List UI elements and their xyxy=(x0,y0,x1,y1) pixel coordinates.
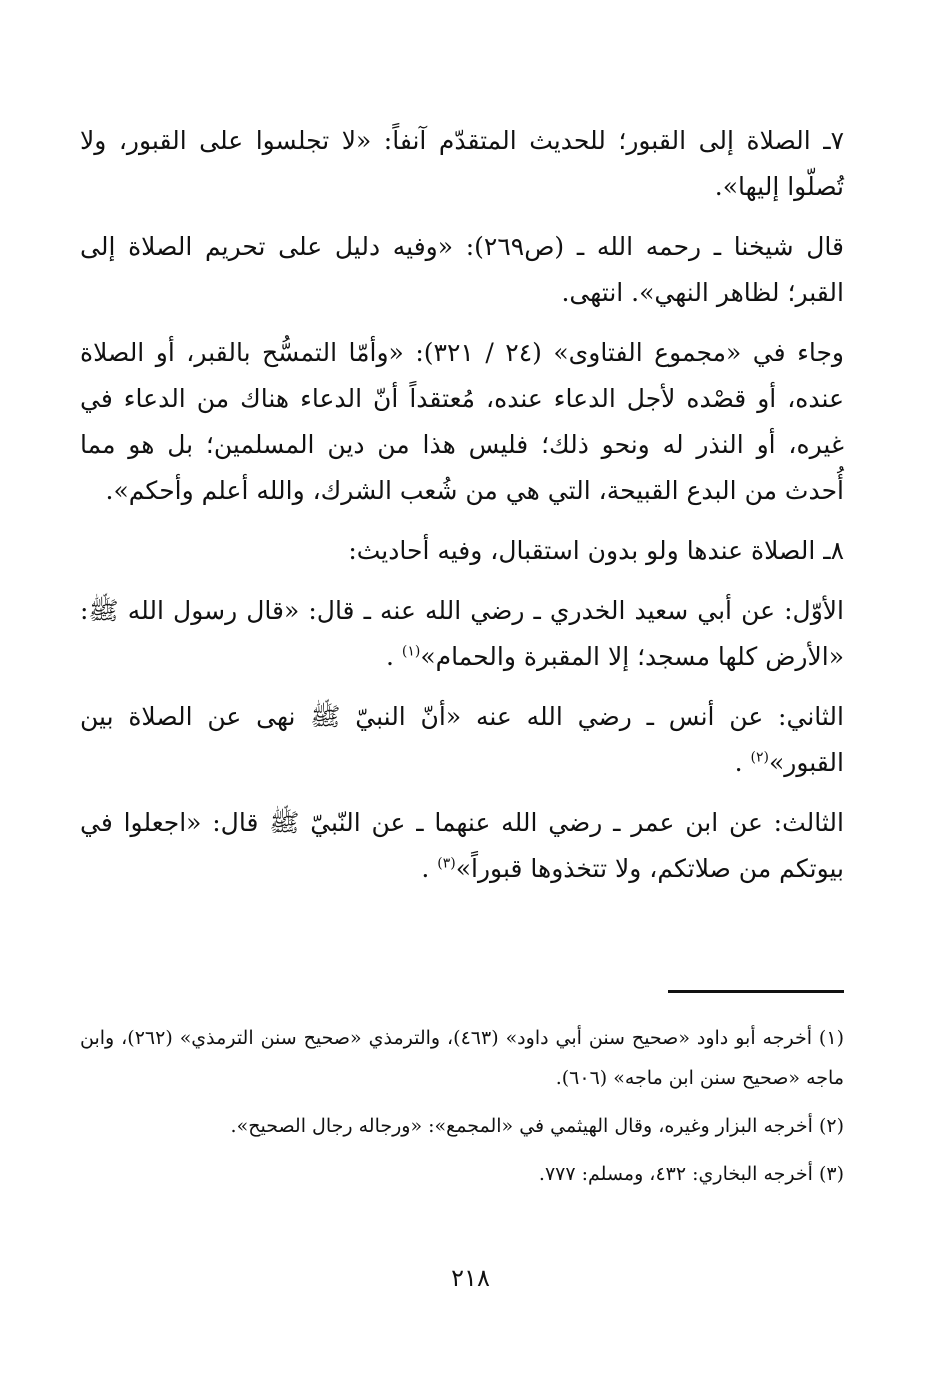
paragraph-hadith-third xyxy=(80,800,844,892)
paragraph-hadith-second xyxy=(80,694,844,786)
paragraph-item-7: ٧ـ الصلاة إلى القبور؛ للحديث المتقدّم آنفاً: «لا تجلسوا على القبور، ولا تُصلّوا إليها». xyxy=(80,126,844,201)
sentence-end: . xyxy=(421,854,430,883)
paragraph-hadith-first xyxy=(80,588,844,680)
sentence-end: . xyxy=(734,748,743,777)
footnote-3: (٣) أخرجه البخاري: ٤٣٢، ومسلم: ٧٧٧. xyxy=(538,1163,844,1185)
footnote-reference: (١) xyxy=(401,643,421,660)
main-text-block xyxy=(80,118,844,906)
footnote-reference: (٢) xyxy=(750,749,769,766)
hadith-text: الأوّل: عن أبي سعيد الخدري ـ رضي الله عنه ـ قال: «قال رسول الله ﷺ: «الأرض كلها مسجد؛ إلا المقبرة والحمام» xyxy=(80,596,844,671)
footnote-2: (٢) أخرجه البزار وغيره، وقال الهيثمي في «المجمع»: «ورجاله رجال الصحيح». xyxy=(230,1115,844,1137)
hadith-text: الثاني: عن أنس ـ رضي الله عنه «أنّ النبيّ ﷺ نهى عن الصلاة بين القبور» xyxy=(80,702,844,777)
paragraph-item-8: ٨ـ الصلاة عندها ولو بدون استقبال، وفيه أحاديث: xyxy=(348,536,844,565)
sentence-end: . xyxy=(385,642,394,671)
footnotes-block xyxy=(80,1018,844,1202)
hadith-text: الثالث: عن ابن عمر ـ رضي الله عنهما ـ عن النّبيّ ﷺ قال: «اجعلوا في بيوتكم من صلاتكم، ولا تتخذوها قبوراً» xyxy=(80,808,844,883)
paragraph-sheikh-quote: قال شيخنا ـ رحمه الله ـ (ص٢٦٩): «وفيه دليل على تحريم الصلاة إلى القبر؛ لظاهر النهي». انتهى. xyxy=(80,232,844,307)
page-number: ٢١٨ xyxy=(451,1264,490,1292)
footnote-separator xyxy=(668,990,844,993)
footnote-reference: (٣) xyxy=(437,855,456,872)
footnote-1: (١) أخرجه أبو داود «صحيح سنن أبي داود» (٤٦٣)، والترمذي «صحيح سنن الترمذي» (٢٦٢)، وابن ماجه «صحيح سنن ابن ماجه» (٦٠٦). xyxy=(80,1027,844,1089)
paragraph-fatawa-quote: وجاء في «مجموع الفتاوى» (٢٤ / ٣٢١): «وأمّا التمسُّح بالقبر، أو الصلاة عنده، أو قصْده لأجل الدعاء عنده، مُعتقداً أنّ الدعاء هناك من الدعاء في غيره، أو النذر له ونحو ذلك؛ فليس هذا من دين المسلمين؛ بل هو مما أُحدث من البدع القبيحة، التي هي من شُعب الشرك، والله أعلم وأحكم». xyxy=(80,338,844,505)
